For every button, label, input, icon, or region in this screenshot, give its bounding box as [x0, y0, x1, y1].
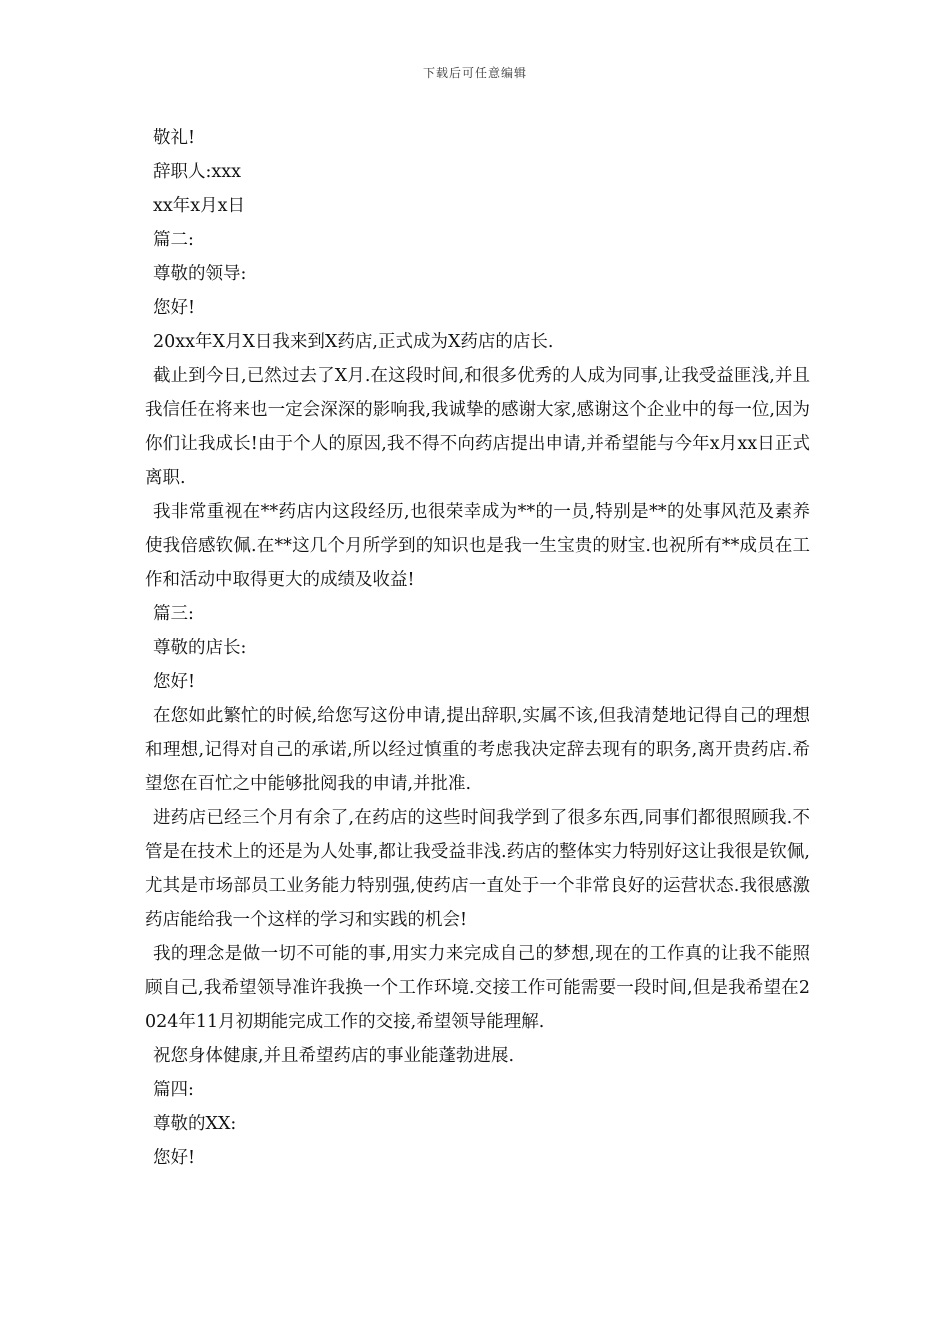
- body-paragraph: 20xx年X月X日我来到X药店,正式成为X药店的店长.: [153, 332, 554, 352]
- greeting-line: 您好!: [153, 298, 196, 318]
- body-paragraph: 进药店已经三个月有余了,在药店的这些时间我学到了很多东西,同事们都很照顾我.不管是在技术上的还是为人处事,都让我受益非浅.药店的整体实力特别好这让我很是钦佩,尤其是市场部员工业务能力特别强,使药店一直处于一个非常良好的运营状态.我很感激药店能给我一个这样的学习和实践的机会!: [145, 808, 810, 930]
- document-body: [145, 121, 810, 1175]
- page-header: 下载后可任意编辑: [422, 66, 527, 80]
- body-paragraph: 我非常重视在**药店内这段经历,也很荣幸成为**的一员,特别是**的处事风范及素养使我倍感钦佩.在**这几个月所学到的知识也是我一生宝贵的财宝.也祝所有**成员在工作和活动中取得更大的成绩及收益!: [145, 502, 810, 590]
- section-heading-4: 篇四:: [153, 1080, 194, 1100]
- greeting-recipient: 尊敬的店长:: [153, 638, 247, 658]
- body-paragraph: 截止到今日,已然过去了X月.在这段时间,和很多优秀的人成为同事,让我受益匪浅,并且我信任在将来也一定会深深的影响我,我诚挚的感谢大家,感谢这个企业中的每一位,因为你们让我成长!由于个人的原因,我不得不向药店提出申请,并希望能与今年x月xx日正式离职.: [145, 366, 810, 488]
- body-paragraph: 我的理念是做一切不可能的事,用实力来完成自己的梦想,现在的工作真的让我不能照顾自己,我希望领导准许我换一个工作环境.交接工作可能需要一段时间,但是我希望在2024年11月初期能完成工作的交接,希望领导能理解.: [145, 944, 810, 1032]
- section-heading-2: 篇二:: [153, 230, 194, 250]
- signature-line: 辞职人:xxx: [153, 162, 242, 182]
- greeting-recipient: 尊敬的XX:: [153, 1114, 237, 1134]
- body-paragraph: 在您如此繁忙的时候,给您写这份申请,提出辞职,实属不该,但我清楚地记得自己的理想和理想,记得对自己的承诺,所以经过慎重的考虑我决定辞去现有的职务,离开贵药店.希望您在百忙之中能够批阅我的申请,并批准.: [145, 706, 810, 794]
- closing-salutation: 敬礼!: [153, 128, 196, 148]
- section-heading-3: 篇三:: [153, 604, 194, 624]
- body-paragraph: 祝您身体健康,并且希望药店的事业能蓬勃进展.: [153, 1046, 515, 1066]
- greeting-line: 您好!: [153, 672, 196, 692]
- greeting-recipient: 尊敬的领导:: [153, 264, 247, 284]
- date-line: xx年x月x日: [153, 196, 245, 216]
- greeting-line: 您好!: [153, 1148, 196, 1168]
